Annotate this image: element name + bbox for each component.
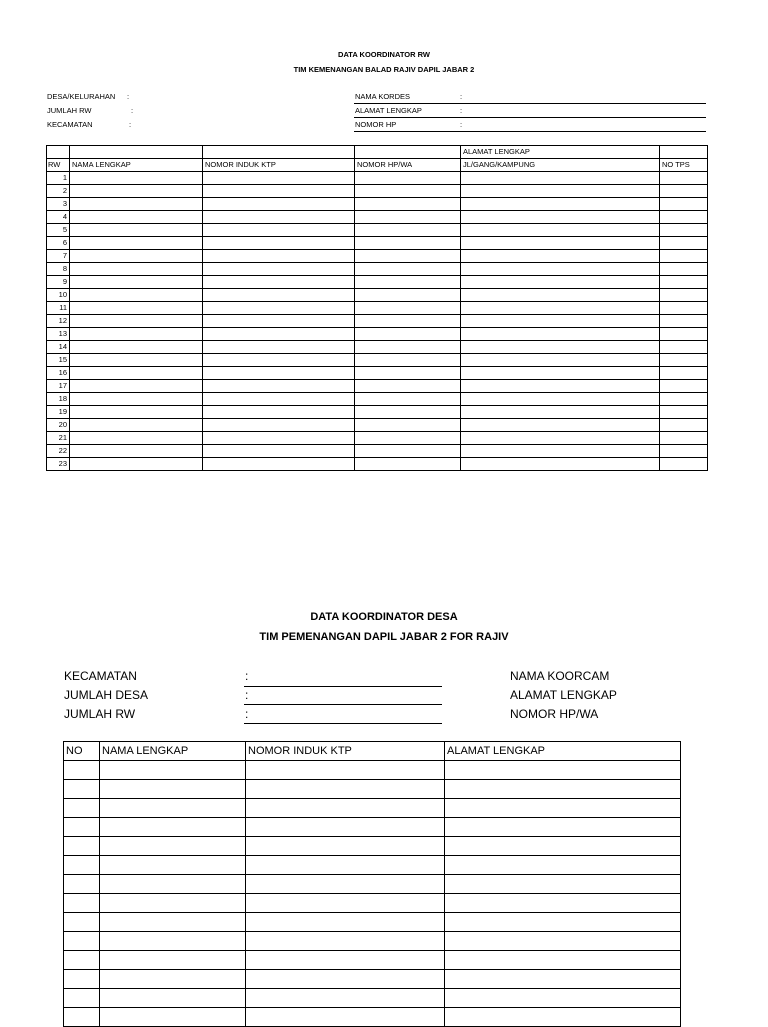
table-row xyxy=(47,367,708,380)
field-alamat-lengkap-colon: : xyxy=(460,106,463,115)
table-cell[interactable] xyxy=(355,406,461,419)
field-nomor-hp-label: NOMOR HP xyxy=(355,120,397,129)
field-jumlah-rw-colon: : xyxy=(131,106,134,115)
table-cell[interactable] xyxy=(461,380,660,393)
table-row xyxy=(64,875,681,894)
header-jl-gang-kampung: JL/GANG/KAMPUNG xyxy=(461,159,660,172)
table-row xyxy=(47,445,708,458)
table-cell[interactable] xyxy=(461,419,660,432)
table-cell[interactable] xyxy=(660,211,708,224)
table-cell[interactable] xyxy=(355,393,461,406)
table-cell[interactable] xyxy=(660,289,708,302)
table-row xyxy=(47,211,708,224)
table-cell[interactable] xyxy=(461,341,660,354)
field-nomor-hp-colon: : xyxy=(460,120,463,129)
table-cell[interactable] xyxy=(461,445,660,458)
table-cell[interactable] xyxy=(70,354,203,367)
table-cell[interactable] xyxy=(203,263,355,276)
table-cell[interactable] xyxy=(445,894,681,913)
table-cell[interactable] xyxy=(203,328,355,341)
row-number: 11 xyxy=(47,302,70,315)
table-cell[interactable] xyxy=(203,367,355,380)
table-cell[interactable] xyxy=(445,970,681,989)
table-cell[interactable] xyxy=(70,406,203,419)
table-cell[interactable] xyxy=(246,875,445,894)
header-nomor-induk-ktp: NOMOR INDUK KTP xyxy=(203,159,355,172)
table-cell[interactable] xyxy=(70,237,203,250)
table-cell[interactable] xyxy=(355,185,461,198)
table-cell[interactable] xyxy=(246,780,445,799)
table-row xyxy=(47,393,708,406)
table-cell[interactable] xyxy=(461,276,660,289)
table-cell[interactable] xyxy=(70,445,203,458)
table-cell[interactable] xyxy=(203,393,355,406)
table-row xyxy=(47,237,708,250)
table-cell[interactable] xyxy=(70,211,203,224)
row-number: 21 xyxy=(47,432,70,445)
table-cell[interactable] xyxy=(660,302,708,315)
table-cell[interactable] xyxy=(355,250,461,263)
table-cell[interactable] xyxy=(461,289,660,302)
table-cell[interactable] xyxy=(445,780,681,799)
table-cell[interactable] xyxy=(660,393,708,406)
table-cell[interactable] xyxy=(246,989,445,1008)
table-cell[interactable] xyxy=(461,211,660,224)
table-cell[interactable] xyxy=(203,276,355,289)
table-row xyxy=(47,354,708,367)
table-cell[interactable] xyxy=(70,393,203,406)
table-cell[interactable] xyxy=(246,894,445,913)
header-top-cell xyxy=(70,146,203,159)
table-cell[interactable] xyxy=(461,328,660,341)
table-row xyxy=(64,799,681,818)
table-row xyxy=(47,250,708,263)
table-cell[interactable] xyxy=(660,172,708,185)
table-cell[interactable] xyxy=(660,341,708,354)
table-cell[interactable] xyxy=(203,211,355,224)
table-cell[interactable] xyxy=(445,799,681,818)
table-cell[interactable] xyxy=(70,289,203,302)
table-cell[interactable] xyxy=(203,224,355,237)
table-cell[interactable] xyxy=(355,328,461,341)
table-row xyxy=(64,780,681,799)
table-cell[interactable] xyxy=(660,250,708,263)
table-row xyxy=(47,302,708,315)
table-cell[interactable] xyxy=(70,185,203,198)
table-cell[interactable] xyxy=(355,172,461,185)
table-cell[interactable] xyxy=(203,250,355,263)
table-cell[interactable] xyxy=(203,406,355,419)
table-cell[interactable] xyxy=(660,406,708,419)
table-cell[interactable] xyxy=(70,328,203,341)
table-cell[interactable] xyxy=(203,432,355,445)
table-header-row xyxy=(47,159,708,172)
row-number: 20 xyxy=(47,419,70,432)
table-cell[interactable] xyxy=(445,818,681,837)
field-nama-kordes-colon: : xyxy=(460,92,463,101)
header-top-cell xyxy=(203,146,355,159)
field-jumlah-desa-line xyxy=(244,704,442,705)
field-jumlah-desa-label: JUMLAH DESA xyxy=(64,688,149,702)
table-cell[interactable] xyxy=(355,432,461,445)
table-cell[interactable] xyxy=(660,380,708,393)
table-cell[interactable] xyxy=(355,289,461,302)
table-cell[interactable] xyxy=(246,837,445,856)
table-cell[interactable] xyxy=(660,263,708,276)
row-number: 23 xyxy=(47,458,70,471)
table-cell[interactable] xyxy=(64,894,100,913)
field-nomor-hp-wa-label: NOMOR HP/WA xyxy=(510,707,599,721)
table-cell[interactable] xyxy=(660,276,708,289)
table-cell[interactable] xyxy=(461,458,660,471)
table-cell[interactable] xyxy=(355,419,461,432)
field-nama-kordes-line xyxy=(354,103,706,104)
table-cell[interactable] xyxy=(100,875,246,894)
table-cell[interactable] xyxy=(70,367,203,380)
table-row xyxy=(64,894,681,913)
header-no: NO xyxy=(64,742,100,761)
field-alamat-lengkap-label: ALAMAT LENGKAP xyxy=(355,106,422,115)
table-cell[interactable] xyxy=(64,818,100,837)
table-cell[interactable] xyxy=(461,263,660,276)
field-jumlah-rw-label: JUMLAH RW xyxy=(47,106,92,115)
table-cell[interactable] xyxy=(355,380,461,393)
table-cell[interactable] xyxy=(203,289,355,302)
table-cell[interactable] xyxy=(70,315,203,328)
table-cell[interactable] xyxy=(461,302,660,315)
table-cell[interactable] xyxy=(64,932,100,951)
table-cell[interactable] xyxy=(461,237,660,250)
row-number: 8 xyxy=(47,263,70,276)
field-kecamatan-label: KECAMATAN xyxy=(47,120,93,129)
field-jumlah-rw-colon: : xyxy=(245,707,249,721)
row-number: 10 xyxy=(47,289,70,302)
table-cell[interactable] xyxy=(64,761,100,780)
table-cell[interactable] xyxy=(100,780,246,799)
sheet2-subtitle: TIM PEMENANGAN DAPIL JABAR 2 FOR RAJIV xyxy=(259,631,509,643)
table-cell[interactable] xyxy=(246,913,445,932)
table-cell[interactable] xyxy=(445,837,681,856)
table-cell[interactable] xyxy=(203,237,355,250)
row-number: 15 xyxy=(47,354,70,367)
row-number: 9 xyxy=(47,276,70,289)
table-header-top-row xyxy=(47,146,708,159)
field-alamat-lengkap-label: ALAMAT LENGKAP xyxy=(510,688,617,702)
table-cell[interactable] xyxy=(246,932,445,951)
table-cell[interactable] xyxy=(203,302,355,315)
table-cell[interactable] xyxy=(355,367,461,380)
table-cell[interactable] xyxy=(100,951,246,970)
field-nama-kordes-label: NAMA KORDES xyxy=(355,92,411,101)
field-kecamatan-line xyxy=(244,686,442,687)
table-row xyxy=(47,315,708,328)
header-alamat-lengkap: ALAMAT LENGKAP xyxy=(445,742,681,761)
sheet2-table-body xyxy=(64,761,681,1027)
table-cell[interactable] xyxy=(355,458,461,471)
table-cell[interactable] xyxy=(461,367,660,380)
table-cell[interactable] xyxy=(445,951,681,970)
table-row xyxy=(64,970,681,989)
table-cell[interactable] xyxy=(100,761,246,780)
table-cell[interactable] xyxy=(660,315,708,328)
table-cell[interactable] xyxy=(355,263,461,276)
table-cell[interactable] xyxy=(70,198,203,211)
table-row xyxy=(47,198,708,211)
sheet1-title: DATA KOORDINATOR RW xyxy=(338,50,430,59)
table-row xyxy=(47,263,708,276)
table-cell[interactable] xyxy=(64,837,100,856)
table-cell[interactable] xyxy=(203,419,355,432)
table-cell[interactable] xyxy=(660,419,708,432)
sheet1-table xyxy=(46,145,708,471)
table-cell[interactable] xyxy=(100,932,246,951)
table-cell[interactable] xyxy=(64,875,100,894)
table-cell[interactable] xyxy=(70,276,203,289)
table-cell[interactable] xyxy=(355,224,461,237)
table-cell[interactable] xyxy=(355,198,461,211)
header-top-cell xyxy=(47,146,70,159)
field-nomor-hp-line xyxy=(354,131,706,132)
table-row xyxy=(47,458,708,471)
table-cell[interactable] xyxy=(355,445,461,458)
header-top-cell xyxy=(660,146,708,159)
table-row xyxy=(64,913,681,932)
header-nomor-induk-ktp: NOMOR INDUK KTP xyxy=(246,742,445,761)
table-cell[interactable] xyxy=(246,856,445,875)
field-kecamatan-colon: : xyxy=(129,120,132,129)
table-cell[interactable] xyxy=(355,341,461,354)
table-cell[interactable] xyxy=(355,302,461,315)
row-number: 2 xyxy=(47,185,70,198)
sheet2-title: DATA KOORDINATOR DESA xyxy=(310,611,458,623)
table-row xyxy=(47,419,708,432)
table-row xyxy=(47,276,708,289)
table-cell[interactable] xyxy=(64,989,100,1008)
table-cell[interactable] xyxy=(70,224,203,237)
table-row xyxy=(47,224,708,237)
table-cell[interactable] xyxy=(70,458,203,471)
table-cell[interactable] xyxy=(246,970,445,989)
table-cell[interactable] xyxy=(461,172,660,185)
table-cell[interactable] xyxy=(461,185,660,198)
table-cell[interactable] xyxy=(461,393,660,406)
table-cell[interactable] xyxy=(203,354,355,367)
table-cell[interactable] xyxy=(660,445,708,458)
field-jumlah-desa-colon: : xyxy=(245,688,249,702)
table-cell[interactable] xyxy=(203,185,355,198)
sheet1-table-body xyxy=(47,172,708,471)
table-row xyxy=(47,406,708,419)
table-cell[interactable] xyxy=(445,761,681,780)
header-rw: RW xyxy=(47,159,70,172)
row-number: 19 xyxy=(47,406,70,419)
table-row xyxy=(47,172,708,185)
table-header-row xyxy=(64,742,681,761)
table-cell[interactable] xyxy=(70,263,203,276)
table-cell[interactable] xyxy=(246,818,445,837)
table-cell[interactable] xyxy=(246,951,445,970)
row-number: 16 xyxy=(47,367,70,380)
table-cell[interactable] xyxy=(355,237,461,250)
table-cell[interactable] xyxy=(70,380,203,393)
table-cell[interactable] xyxy=(100,799,246,818)
table-cell[interactable] xyxy=(203,341,355,354)
table-cell[interactable] xyxy=(461,315,660,328)
table-cell[interactable] xyxy=(660,198,708,211)
table-row xyxy=(64,932,681,951)
row-number: 1 xyxy=(47,172,70,185)
row-number: 12 xyxy=(47,315,70,328)
table-row xyxy=(64,818,681,837)
row-number: 7 xyxy=(47,250,70,263)
table-cell[interactable] xyxy=(100,989,246,1008)
table-cell[interactable] xyxy=(461,354,660,367)
table-cell[interactable] xyxy=(203,172,355,185)
table-cell[interactable] xyxy=(64,799,100,818)
table-row xyxy=(64,856,681,875)
table-cell[interactable] xyxy=(355,276,461,289)
table-cell[interactable] xyxy=(70,341,203,354)
table-cell[interactable] xyxy=(100,837,246,856)
row-number: 22 xyxy=(47,445,70,458)
table-row xyxy=(47,185,708,198)
table-cell[interactable] xyxy=(660,354,708,367)
table-cell[interactable] xyxy=(64,856,100,875)
table-cell[interactable] xyxy=(100,856,246,875)
table-row xyxy=(64,837,681,856)
table-cell[interactable] xyxy=(461,250,660,263)
table-cell[interactable] xyxy=(660,224,708,237)
row-number: 14 xyxy=(47,341,70,354)
table-cell[interactable] xyxy=(70,419,203,432)
table-cell[interactable] xyxy=(203,380,355,393)
table-row xyxy=(47,328,708,341)
table-cell[interactable] xyxy=(64,780,100,799)
table-cell[interactable] xyxy=(100,818,246,837)
table-cell[interactable] xyxy=(70,432,203,445)
table-cell[interactable] xyxy=(246,761,445,780)
table-cell[interactable] xyxy=(355,211,461,224)
table-cell[interactable] xyxy=(64,970,100,989)
field-alamat-lengkap-line xyxy=(354,117,706,118)
table-cell[interactable] xyxy=(203,458,355,471)
sheet2-table xyxy=(63,741,681,1027)
row-number: 18 xyxy=(47,393,70,406)
table-cell[interactable] xyxy=(660,237,708,250)
table-row xyxy=(47,341,708,354)
table-cell[interactable] xyxy=(445,932,681,951)
table-cell[interactable] xyxy=(461,198,660,211)
table-cell[interactable] xyxy=(461,432,660,445)
header-top-cell xyxy=(355,146,461,159)
table-cell[interactable] xyxy=(461,406,660,419)
table-cell[interactable] xyxy=(70,302,203,315)
table-row xyxy=(64,989,681,1008)
table-row xyxy=(64,761,681,780)
table-cell[interactable] xyxy=(64,913,100,932)
header-nama-lengkap: NAMA LENGKAP xyxy=(70,159,203,172)
row-number: 3 xyxy=(47,198,70,211)
header-top-cell-alamat: ALAMAT LENGKAP xyxy=(461,146,660,159)
table-cell[interactable] xyxy=(445,913,681,932)
row-number: 17 xyxy=(47,380,70,393)
header-nama-lengkap: NAMA LENGKAP xyxy=(100,742,246,761)
table-cell[interactable] xyxy=(355,354,461,367)
table-cell[interactable] xyxy=(70,172,203,185)
field-desa-kelurahan-colon: : xyxy=(127,92,130,101)
table-cell[interactable] xyxy=(461,224,660,237)
table-row xyxy=(47,289,708,302)
table-cell[interactable] xyxy=(203,315,355,328)
table-cell[interactable] xyxy=(445,989,681,1008)
header-no-tps: NO TPS xyxy=(660,159,708,172)
table-cell[interactable] xyxy=(660,458,708,471)
field-jumlah-rw-label: JUMLAH RW xyxy=(64,707,136,721)
table-cell[interactable] xyxy=(100,913,246,932)
field-nama-koorcam-label: NAMA KOORCAM xyxy=(510,669,610,683)
table-cell[interactable] xyxy=(203,198,355,211)
table-cell[interactable] xyxy=(203,445,355,458)
table-cell[interactable] xyxy=(445,875,681,894)
table-cell[interactable] xyxy=(660,367,708,380)
sheet1-subtitle: TIM KEMENANGAN BALAD RAJIV DAPIL JABAR 2 xyxy=(293,65,475,74)
header-nomor-hp-wa: NOMOR HP/WA xyxy=(355,159,461,172)
table-cell[interactable] xyxy=(100,894,246,913)
table-cell[interactable] xyxy=(660,185,708,198)
table-row xyxy=(47,432,708,445)
table-cell[interactable] xyxy=(660,328,708,341)
field-kecamatan-colon: : xyxy=(245,669,249,683)
field-jumlah-rw-line xyxy=(244,723,442,724)
row-number: 5 xyxy=(47,224,70,237)
row-number: 13 xyxy=(47,328,70,341)
table-cell[interactable] xyxy=(64,951,100,970)
row-number: 6 xyxy=(47,237,70,250)
table-cell[interactable] xyxy=(246,799,445,818)
table-cell[interactable] xyxy=(660,432,708,445)
table-cell[interactable] xyxy=(70,250,203,263)
table-cell[interactable] xyxy=(355,315,461,328)
table-row xyxy=(47,380,708,393)
field-kecamatan-label: KECAMATAN xyxy=(64,669,137,683)
table-row xyxy=(64,951,681,970)
table-cell[interactable] xyxy=(445,856,681,875)
row-number: 4 xyxy=(47,211,70,224)
field-desa-kelurahan-label: DESA/KELURAHAN xyxy=(47,92,116,101)
table-cell[interactable] xyxy=(100,970,246,989)
